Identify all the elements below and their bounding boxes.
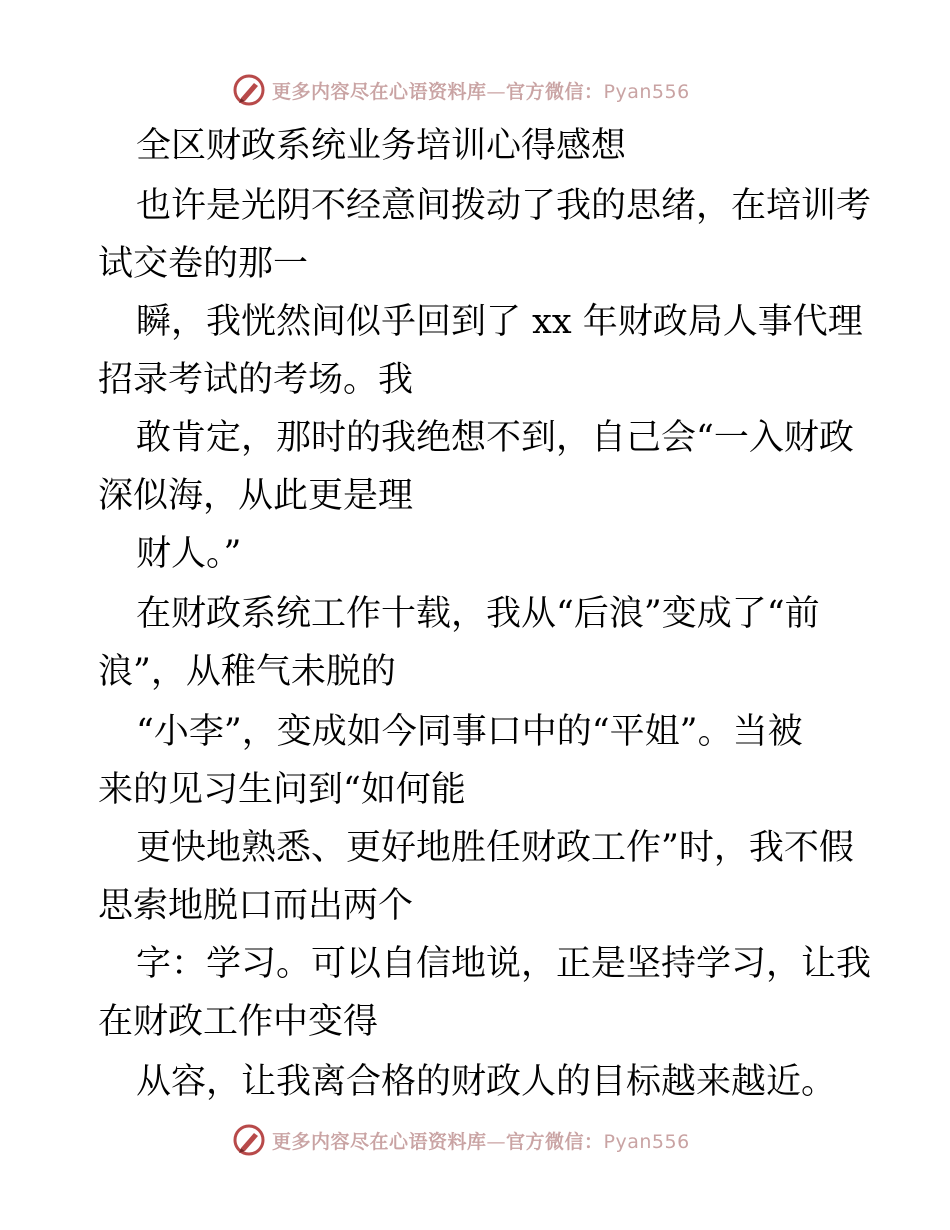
footer-watermark-banner (232, 1122, 690, 1158)
paragraph-line: 更快地熟悉、更好地胜任财政工作”时，我不假 (136, 828, 854, 868)
banner-account: Pyan556 (603, 80, 690, 103)
paragraph-line: 财人。” (136, 534, 242, 574)
banner-text (272, 1127, 690, 1154)
banner-wechat-label: 官方微信： (506, 80, 604, 103)
header-watermark-banner (232, 72, 690, 108)
doc-title: 全区财政系统业务培训心得感想 (136, 126, 627, 166)
paragraph-line: 思索地脱口而出两个 (98, 886, 414, 926)
paragraph-line: 从容，让我离合格的财政人的目标越来越近。 (136, 1062, 837, 1102)
banner-dash: — (486, 80, 507, 103)
banner-wechat-label: 官方微信： (506, 1130, 604, 1153)
paragraph-line: 浪”，从稚气未脱的 (98, 652, 396, 692)
banner-dash: — (486, 1130, 507, 1153)
banner-account: Pyan556 (603, 1130, 690, 1153)
paragraph-line: 试交卷的那一 (98, 244, 309, 284)
paragraph-line: 在财政系统工作十载，我从“后浪”变成了“前 (136, 594, 820, 634)
paragraph-line: 敢肯定，那时的我绝想不到，自己会“一入财政 (136, 418, 854, 458)
paragraph-line: 字：学习。可以自信地说，正是坚持学习，让我 (136, 944, 872, 984)
paragraph-line: 招录考试的考场。我 (98, 360, 414, 400)
pen-logo-icon (232, 73, 266, 107)
banner-text (272, 77, 690, 104)
pen-logo-icon (232, 1123, 266, 1157)
paragraph-line: 在财政工作中变得 (98, 1002, 379, 1042)
paragraph-line: “小李”，变成如今同事口中的“平姐”。当被 (136, 712, 803, 752)
paragraph-line: 瞬，我恍然间似乎回到了 xx 年财政局人事代理 (136, 302, 863, 342)
banner-library-text: 更多内容尽在心语资料库 (272, 80, 487, 103)
paragraph-line: 深似海，从此更是理 (98, 476, 414, 516)
paragraph-line: 来的见习生问到“如何能 (98, 770, 466, 810)
paragraph-line: 也许是光阴不经意间拨动了我的思绪，在培训考 (136, 186, 872, 226)
banner-library-text: 更多内容尽在心语资料库 (272, 1130, 487, 1153)
